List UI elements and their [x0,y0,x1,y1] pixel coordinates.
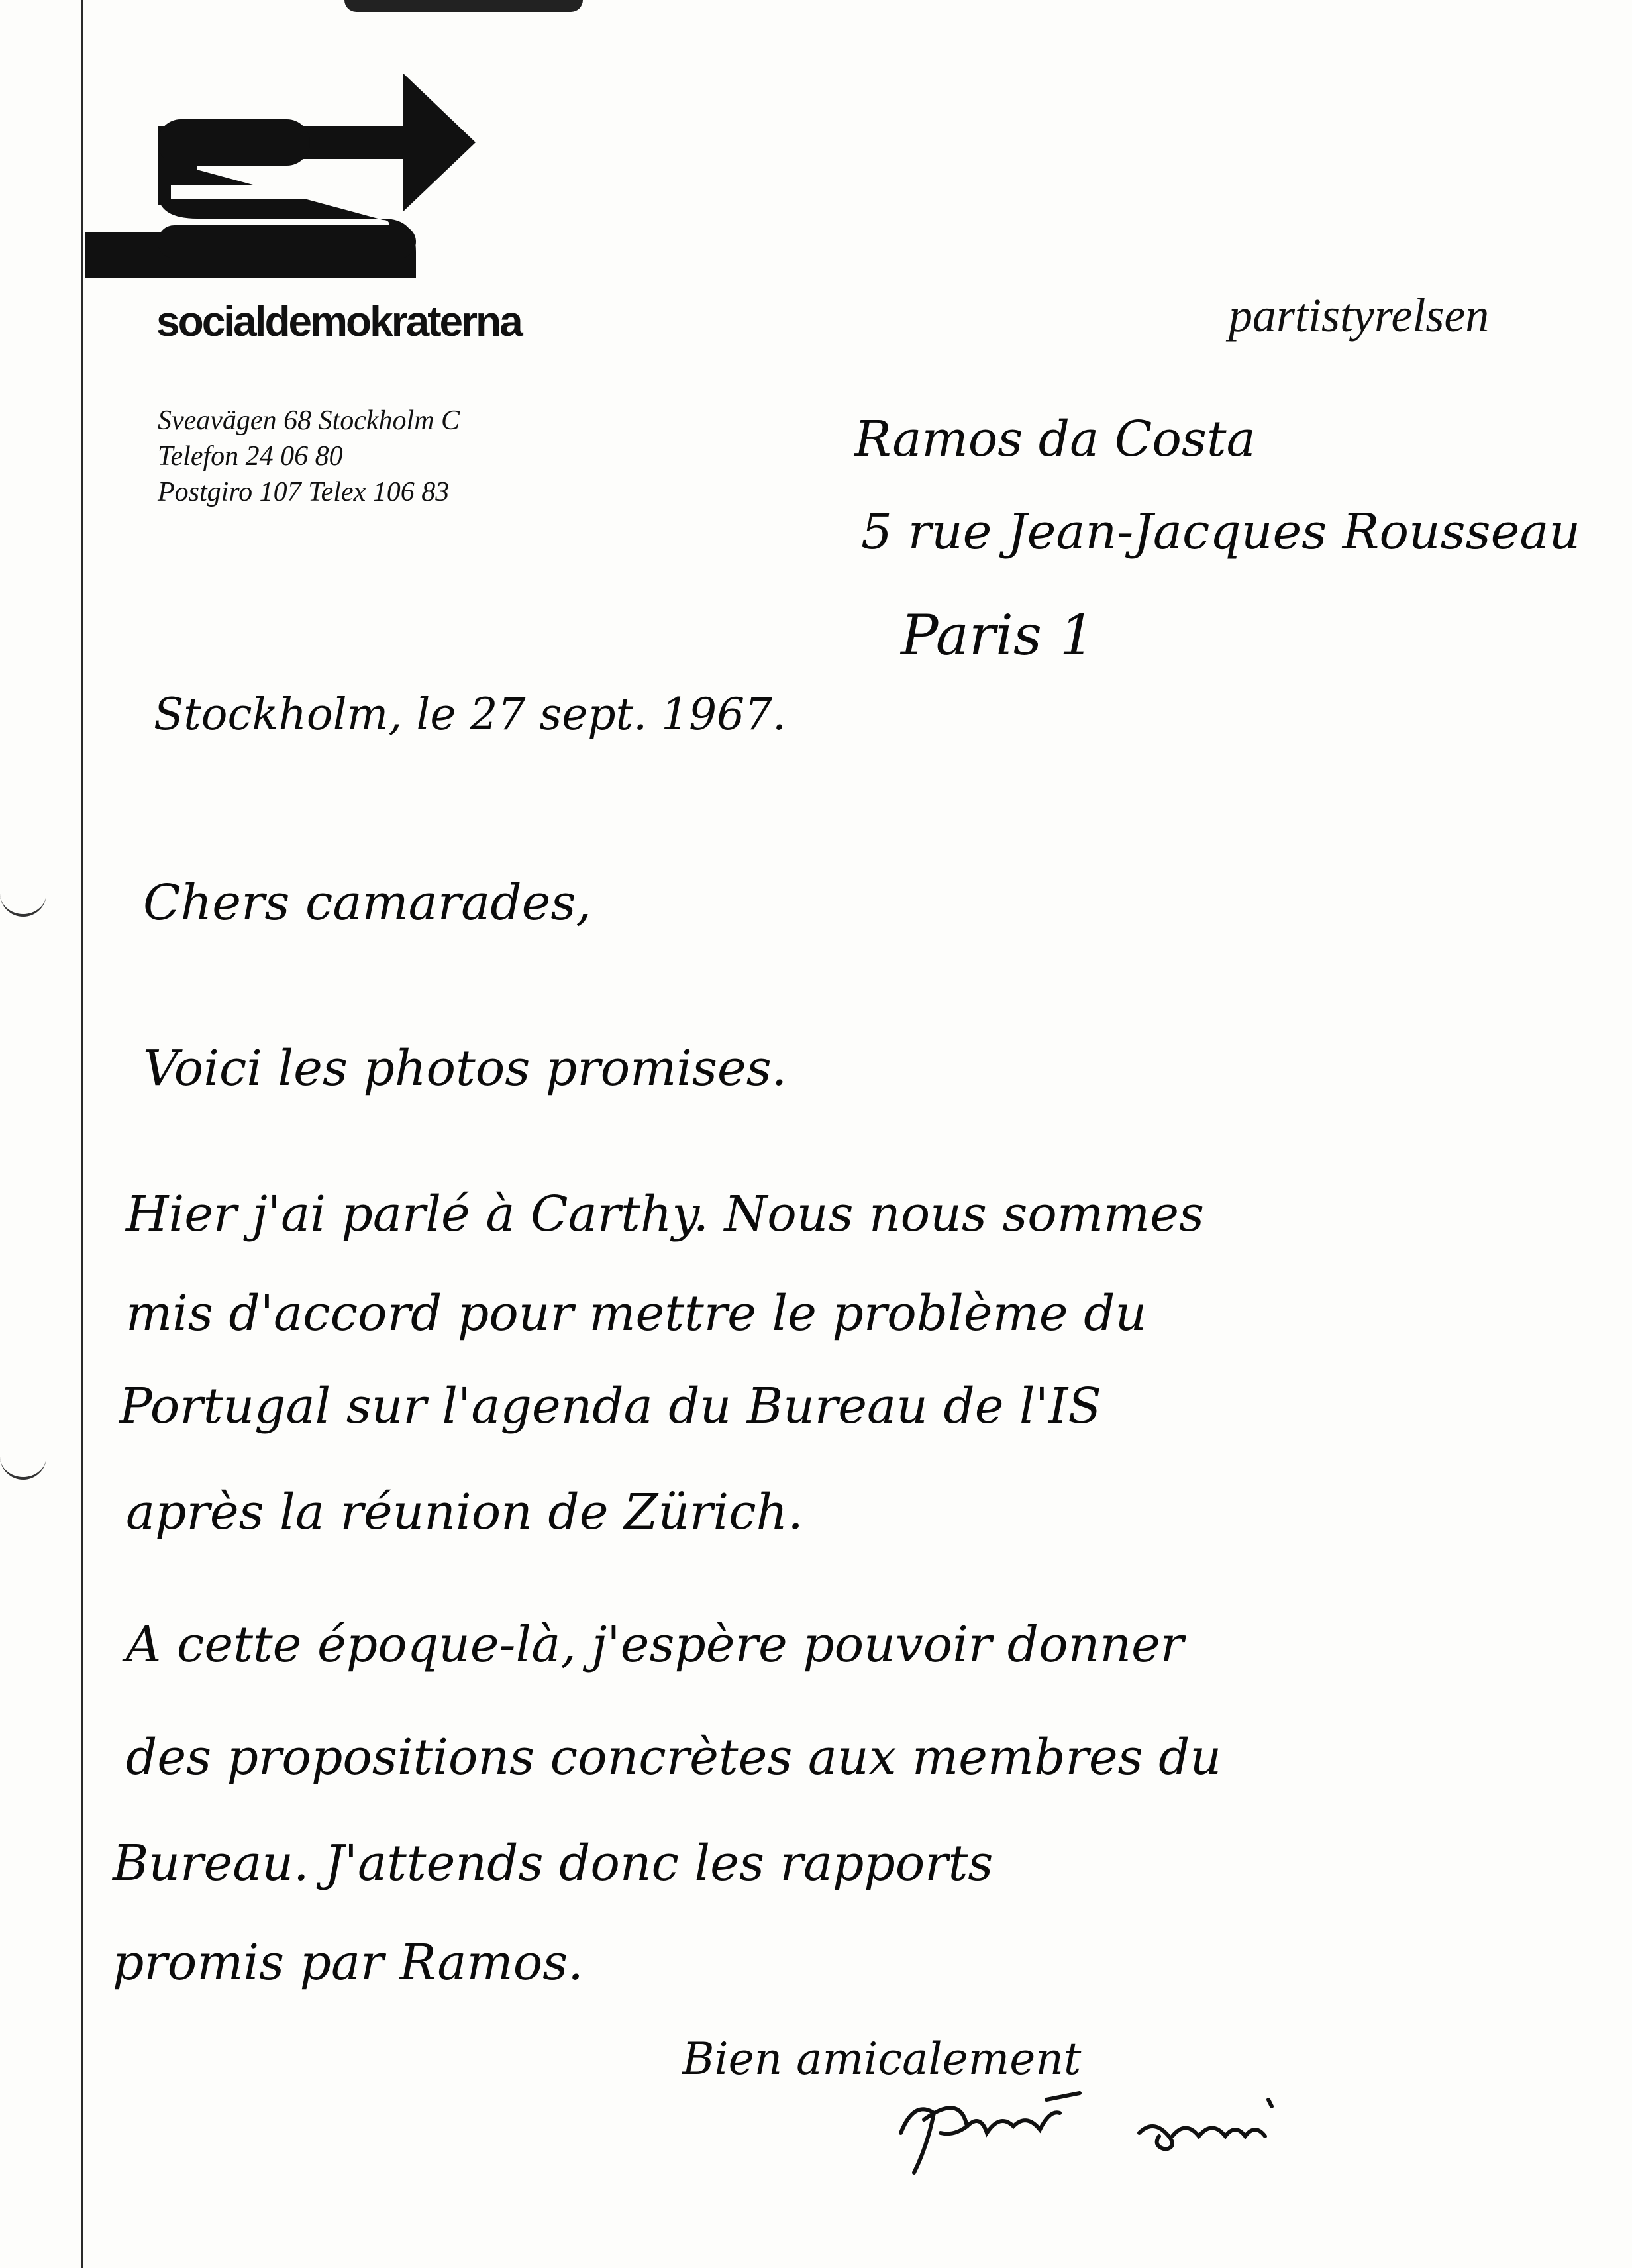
body-line: A cette époque-là, j'espère pouvoir donner [126,1616,1184,1673]
body-line: mis d'accord pour mettre le problème du [126,1285,1147,1342]
address-line: Sveavägen 68 Stockholm C [158,405,460,436]
recipient-city: Paris 1 [901,603,1096,668]
body-line: Hier j'ai parlé à Carthy. Nous nous sommes [126,1186,1204,1243]
phone-line: Telefon 24 06 80 [158,441,343,472]
margin-line [81,0,83,2268]
closing: Bien amicalement [682,2034,1082,2085]
body-line: après la réunion de Zürich. [126,1484,803,1541]
body-line: des propositions concrètes aux membres du [126,1729,1222,1786]
salutation: Chers camarades, [143,874,591,931]
recipient-street: 5 rue Jean-Jacques Rousseau [861,503,1581,560]
punch-hole-mark [0,1451,46,1480]
scan-shadow [344,0,583,12]
body-line: Bureau. J'attends donc les rapports [113,1835,994,1892]
party-logo [85,66,482,285]
recipient-name: Ramos da Costa [854,411,1256,468]
department-name: partistyrelsen [1229,289,1490,342]
punch-hole-mark [0,888,46,917]
dateline: Stockholm, le 27 sept. 1967. [154,689,787,740]
body-line: Voici les photos promises. [143,1040,788,1097]
body-line: promis par Ramos. [113,1934,584,1991]
postgiro-telex-line: Postgiro 107 Telex 106 83 [158,477,450,507]
letterhead-address [158,403,460,510]
signature [888,2073,1311,2179]
brand-name: socialdemokraterna [156,297,521,345]
body-line: Portugal sur l'agenda du Bureau de l'IS [119,1378,1101,1435]
